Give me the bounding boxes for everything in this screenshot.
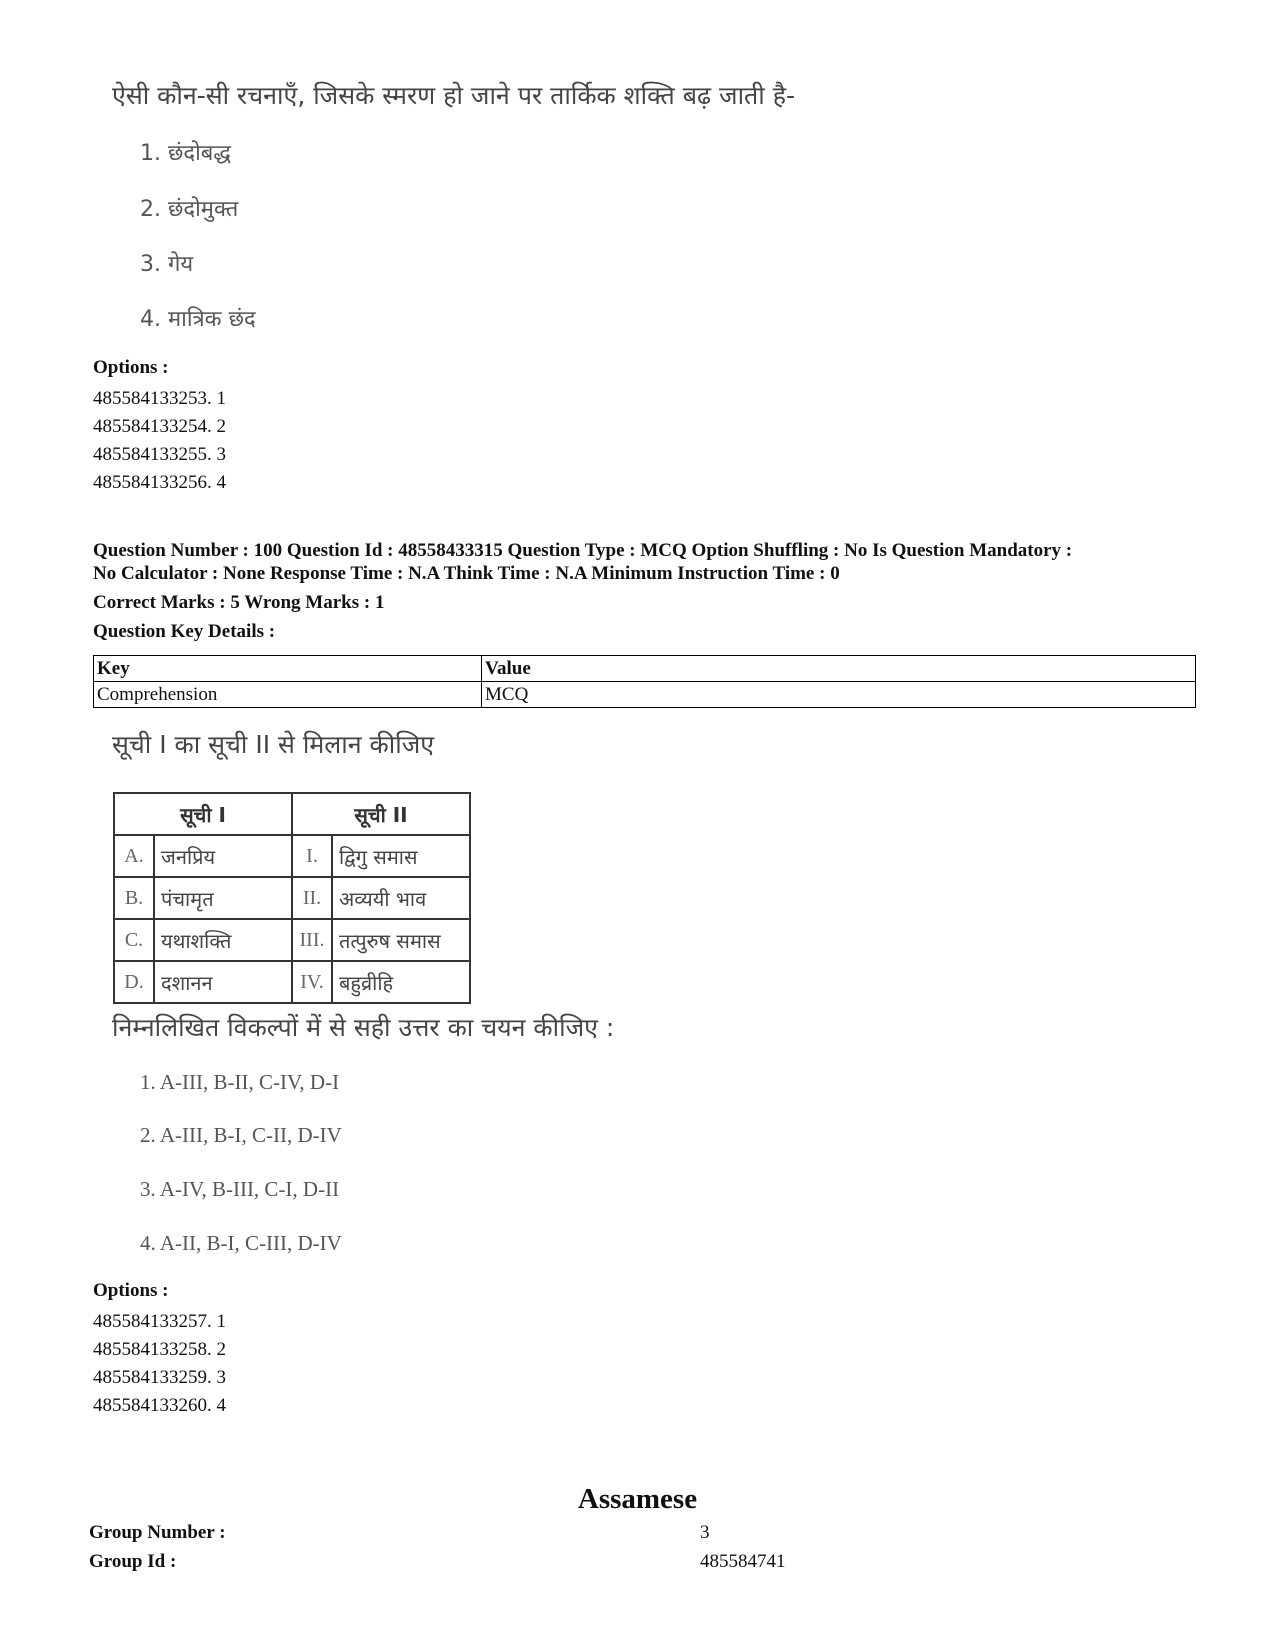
list2-header: सूची II <box>292 793 470 835</box>
question-choice: 3. गेय <box>140 252 194 277</box>
list2-item: अव्ययी भाव <box>332 877 470 919</box>
option-item: 485584133257. 1 <box>93 1311 226 1332</box>
question-choice: 2. छंदोमुक्त <box>140 197 239 222</box>
option-item: 485584133258. 2 <box>93 1339 226 1360</box>
match-table <box>113 792 471 1004</box>
header-cell-value: Value <box>482 656 1196 682</box>
list1-item: पंचामृत <box>154 877 292 919</box>
question-instruction: निम्नलिखित विकल्पों में से सही उत्तर का चयन कीजिए : <box>112 1013 615 1042</box>
group-number-label: Group Number : <box>89 1522 226 1543</box>
match-row <box>114 961 470 1003</box>
row-label: A. <box>114 835 154 877</box>
question-stem: ऐसी कौन-सी रचनाएँ, जिसके स्मरण हो जाने पर तार्किक शक्ति बढ़ जाती है- <box>112 81 796 110</box>
section-title: Assamese <box>577 1483 698 1515</box>
option-item: 485584133256. 4 <box>93 472 226 493</box>
header-cell-key: Key <box>94 656 482 682</box>
table-header-row <box>94 656 1196 682</box>
question-choice: 1. छंदोबद्ध <box>140 141 231 166</box>
option-item: 485584133254. 2 <box>93 416 226 437</box>
question-stem: सूची I का सूची II से मिलान कीजिए <box>112 730 435 759</box>
marks-line: Correct Marks : 5 Wrong Marks : 1 <box>93 592 385 613</box>
row-label: C. <box>114 919 154 961</box>
options-label: Options : <box>93 1280 169 1301</box>
list1-item: जनप्रिय <box>154 835 292 877</box>
row-label: I. <box>292 835 332 877</box>
question-choice: 2. A-III, B-I, C-II, D-IV <box>140 1123 342 1147</box>
row-label: IV. <box>292 961 332 1003</box>
question-meta-line: Question Number : 100 Question Id : 48558433315 Question Type : MCQ Option Shuffling : No Is Question Mandatory : <box>93 540 1073 561</box>
row-label: III. <box>292 919 332 961</box>
question-choice: 4. A-II, B-I, C-III, D-IV <box>140 1231 342 1255</box>
options-list <box>93 385 226 497</box>
group-number-value: 3 <box>700 1522 710 1543</box>
list1-header: सूची I <box>114 793 292 835</box>
list1-item: यथाशक्ति <box>154 919 292 961</box>
question-choice: 3. A-IV, B-III, C-I, D-II <box>140 1177 340 1201</box>
match-header-row <box>114 793 470 835</box>
list2-item: तत्पुरुष समास <box>332 919 470 961</box>
table-cell: MCQ <box>482 682 1196 708</box>
question-choice: 1. A-III, B-II, C-IV, D-I <box>140 1070 340 1094</box>
group-id-value: 485584741 <box>700 1551 786 1572</box>
option-item: 485584133259. 3 <box>93 1367 226 1388</box>
table-row <box>94 682 1196 708</box>
option-item: 485584133260. 4 <box>93 1395 226 1416</box>
question-meta-line: No Calculator : None Response Time : N.A Think Time : N.A Minimum Instruction Time : 0 <box>93 563 840 584</box>
list1-item: दशानन <box>154 961 292 1003</box>
options-list <box>93 1308 226 1420</box>
option-item: 485584133255. 3 <box>93 444 226 465</box>
group-id-label: Group Id : <box>89 1551 177 1572</box>
option-item: 485584133253. 1 <box>93 388 226 409</box>
key-details-label: Question Key Details : <box>93 621 276 642</box>
question-choice: 4. मात्रिक छंद <box>140 307 256 332</box>
list2-item: द्विगु समास <box>332 835 470 877</box>
match-row <box>114 835 470 877</box>
table-cell: Comprehension <box>94 682 482 708</box>
row-label: B. <box>114 877 154 919</box>
row-label: D. <box>114 961 154 1003</box>
key-table <box>93 655 1196 708</box>
options-label: Options : <box>93 357 169 378</box>
match-row <box>114 919 470 961</box>
match-row <box>114 877 470 919</box>
row-label: II. <box>292 877 332 919</box>
list2-item: बहुव्रीहि <box>332 961 470 1003</box>
